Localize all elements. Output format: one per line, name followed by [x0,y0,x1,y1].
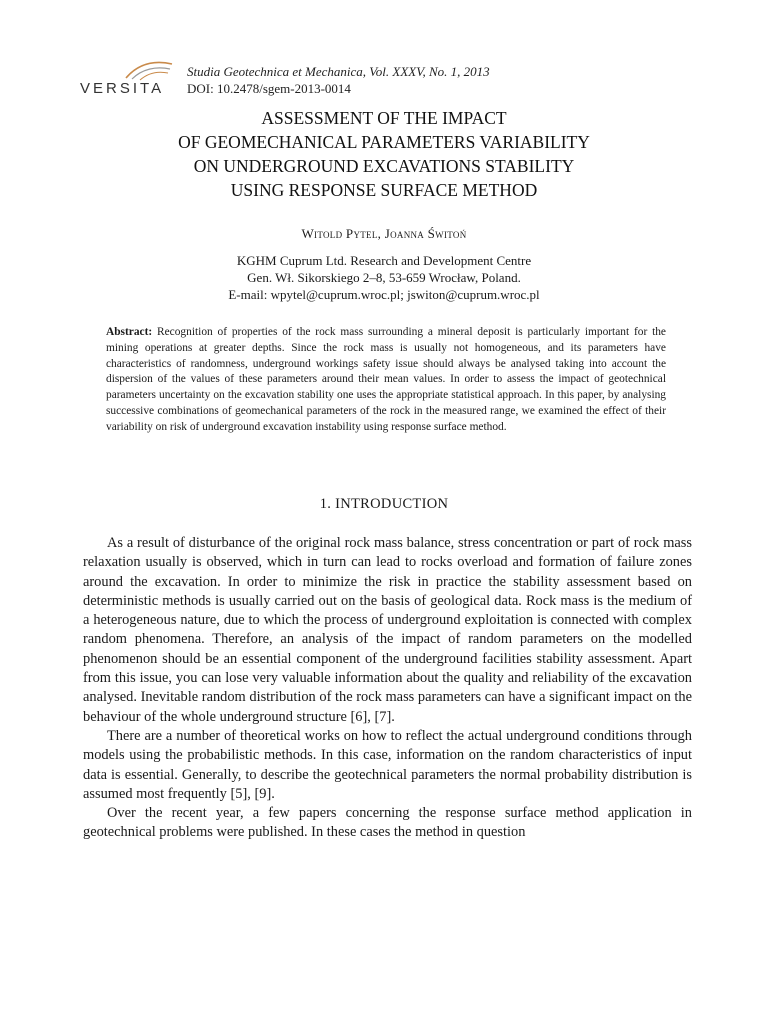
affiliation-email: E-mail: wpytel@cuprum.wroc.pl; jswiton@cuprum.wroc.pl [228,287,540,302]
versita-swoosh-icon [80,58,180,82]
body-text [83,534,692,843]
paragraph: There are a number of theoretical works on how to reflect the actual underground conditions through models using the probabilistic methods. In this case, information on the random characteristics of input data is essential. Generally, to describe the geotechnical parameters the normal probability distribution is assumed most frequently [5], [9]. [83,727,692,802]
title-line: USING RESPONSE SURFACE METHOD [230,180,538,200]
paper-title [90,106,678,202]
journal-citation: Studia Geotechnica et Mechanica, Vol. XXXV, No. 1, 2013 [187,64,490,79]
versita-logo [80,58,180,100]
section-heading: 1. INTRODUCTION [319,496,449,512]
doi: DOI: 10.2478/sgem-2013-0014 [187,81,351,96]
abstract [106,325,666,436]
affiliation [90,252,678,303]
title-line: ASSESSMENT OF THE IMPACT [261,108,507,128]
paragraph: As a result of disturbance of the original rock mass balance, stress concentration or part of rock mass relaxation usually is observed, which in turn can lead to rocks overload and formation of failure zones around the excavation. In order to minimize the risk in practice the stability assessment based on deterministic methods is usually carried out on the basis of geological data. Rock mass is the medium of a heterogeneous nature, due to which the process of underground exploitation is connected with complex random phenomena. Therefore, an analysis of the impact of random parameters on the modelled phenomenon should be an essential component of the underground facilities stability assessment. Apart from this issue, you can lose very valuable information about the quality and reliability of the excavation analysed. Inevitable random distribution of the rock mass parameters can have a significant impact on the behaviour of the whole underground structure [6], [7]. [83,535,692,725]
affiliation-address: Gen. Wł. Sikorskiego 2–8, 53-659 Wrocław, Poland. [247,270,521,285]
versita-logo-text: VERSITA [80,80,165,97]
title-line: ON UNDERGROUND EXCAVATIONS STABILITY [193,156,575,176]
affiliation-line: KGHM Cuprum Ltd. Research and Development Centre [236,253,532,268]
abstract-text: Recognition of properties of the rock mass surrounding a mineral deposit is particularly important for the mining operations at greater depths. Since the rock mass is usually not homogeneous, and its parameters have characteristics of randomness, underground workings safety issue should always be analysed taking into account the dispersion of the values of these parameters around their mean values. In order to assess the impact of geotechnical parameters uncertainty on the excavation stability one uses the appropriate statistical approach. In this paper, by analysing successive combinations of geomechanical parameters of the rock in the measured range, we examined the effect of their variability on risk of underground excavation instability using response surface method. [106,326,666,433]
abstract-label: Abstract: [106,326,153,338]
title-line: OF GEOMECHANICAL PARAMETERS VARIABILITY [178,132,590,152]
paragraph: Over the recent year, a few papers concerning the response surface method application in geotechnical problems were published. In these cases the method in question [83,805,692,841]
authors: Witold Pytel, Joanna Świtoń [301,226,467,241]
